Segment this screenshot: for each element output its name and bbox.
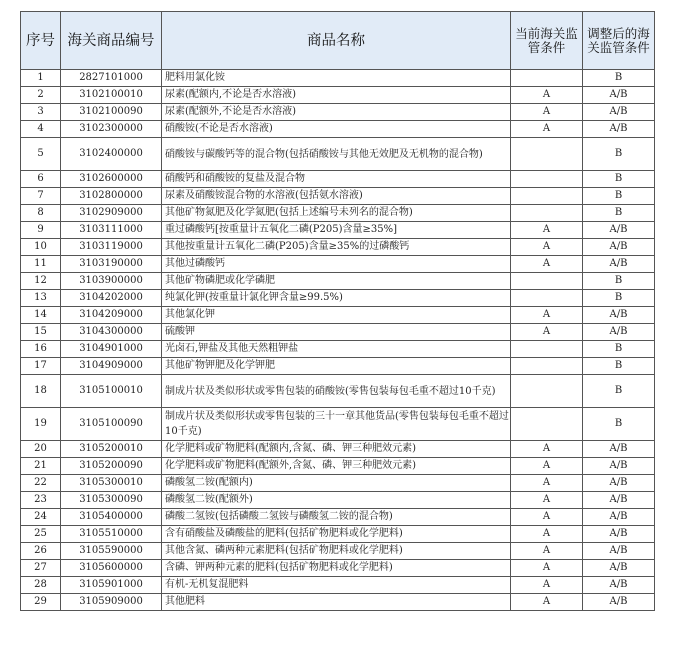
table-row bbox=[21, 441, 655, 458]
cell-code: 3102909000 bbox=[61, 205, 162, 222]
cell-adjusted: A/B bbox=[583, 509, 655, 526]
cell-adjusted: B bbox=[583, 273, 655, 290]
cell-adjusted: B bbox=[583, 358, 655, 375]
cell-seq: 29 bbox=[21, 594, 61, 611]
table-row bbox=[21, 358, 655, 375]
cell-adjusted: A/B bbox=[583, 324, 655, 341]
cell-name: 硝酸铵(不论是否水溶液) bbox=[162, 121, 511, 138]
table-row bbox=[21, 121, 655, 138]
cell-code: 3105510000 bbox=[61, 526, 162, 543]
cell-current bbox=[511, 358, 583, 375]
cell-seq: 28 bbox=[21, 577, 61, 594]
cell-code: 3105909000 bbox=[61, 594, 162, 611]
table-row bbox=[21, 341, 655, 358]
table-row bbox=[21, 560, 655, 577]
cell-name: 硝酸钙和硝酸铵的复盐及混合物 bbox=[162, 171, 511, 188]
cell-code: 3103111000 bbox=[61, 222, 162, 239]
cell-current bbox=[511, 290, 583, 307]
cell-seq: 22 bbox=[21, 475, 61, 492]
table-body bbox=[21, 70, 655, 611]
cell-seq: 8 bbox=[21, 205, 61, 222]
cell-adjusted: A/B bbox=[583, 458, 655, 475]
cell-name: 含磷、钾两种元素的肥料(包括矿物肥料或化学肥料) bbox=[162, 560, 511, 577]
cell-current bbox=[511, 205, 583, 222]
cell-current: A bbox=[511, 492, 583, 509]
cell-seq: 26 bbox=[21, 543, 61, 560]
cell-name: 其他矿物磷肥或化学磷肥 bbox=[162, 273, 511, 290]
cell-seq: 14 bbox=[21, 307, 61, 324]
cell-adjusted: A/B bbox=[583, 441, 655, 458]
table-row bbox=[21, 290, 655, 307]
cell-adjusted: A/B bbox=[583, 577, 655, 594]
cell-current bbox=[511, 171, 583, 188]
cell-adjusted: B bbox=[583, 375, 655, 408]
cell-seq: 16 bbox=[21, 341, 61, 358]
cell-name: 肥料用氯化铵 bbox=[162, 70, 511, 87]
cell-code: 3102800000 bbox=[61, 188, 162, 205]
table-row bbox=[21, 256, 655, 273]
cell-current: A bbox=[511, 104, 583, 121]
table-header-row bbox=[21, 12, 655, 70]
cell-code: 3102100090 bbox=[61, 104, 162, 121]
cell-code: 3105400000 bbox=[61, 509, 162, 526]
table-row bbox=[21, 408, 655, 441]
table-row bbox=[21, 273, 655, 290]
table-row bbox=[21, 138, 655, 171]
cell-current: A bbox=[511, 324, 583, 341]
cell-code: 3104300000 bbox=[61, 324, 162, 341]
cell-current: A bbox=[511, 256, 583, 273]
cell-current: A bbox=[511, 526, 583, 543]
cell-name: 含有硝酸盐及磷酸盐的肥料(包括矿物肥料或化学肥料) bbox=[162, 526, 511, 543]
cell-adjusted: B bbox=[583, 408, 655, 441]
cell-adjusted: A/B bbox=[583, 543, 655, 560]
table-row bbox=[21, 87, 655, 104]
cell-seq: 5 bbox=[21, 138, 61, 171]
cell-code: 3104909000 bbox=[61, 358, 162, 375]
cell-adjusted: A/B bbox=[583, 222, 655, 239]
table-row bbox=[21, 577, 655, 594]
cell-seq: 20 bbox=[21, 441, 61, 458]
table-row bbox=[21, 171, 655, 188]
cell-seq: 11 bbox=[21, 256, 61, 273]
cell-seq: 27 bbox=[21, 560, 61, 577]
cell-name: 尿素(配额内,不论是否水溶液) bbox=[162, 87, 511, 104]
cell-name: 其他肥料 bbox=[162, 594, 511, 611]
cell-current: A bbox=[511, 121, 583, 138]
table-row bbox=[21, 307, 655, 324]
header-adjusted-condition: 调整后的海关监管条件 bbox=[583, 12, 655, 70]
cell-seq: 17 bbox=[21, 358, 61, 375]
cell-adjusted: A/B bbox=[583, 307, 655, 324]
cell-seq: 25 bbox=[21, 526, 61, 543]
cell-code: 3105300010 bbox=[61, 475, 162, 492]
table-row bbox=[21, 324, 655, 341]
table-row bbox=[21, 492, 655, 509]
header-code: 海关商品编号 bbox=[61, 12, 162, 70]
cell-current: A bbox=[511, 239, 583, 256]
cell-current: A bbox=[511, 441, 583, 458]
cell-code: 3105100090 bbox=[61, 408, 162, 441]
table-row bbox=[21, 526, 655, 543]
table-row bbox=[21, 458, 655, 475]
cell-adjusted: A/B bbox=[583, 560, 655, 577]
cell-current: A bbox=[511, 560, 583, 577]
cell-code: 3105200090 bbox=[61, 458, 162, 475]
cell-name: 光卤石,钾盐及其他天然粗钾盐 bbox=[162, 341, 511, 358]
cell-seq: 2 bbox=[21, 87, 61, 104]
cell-name: 其他矿物钾肥及化学钾肥 bbox=[162, 358, 511, 375]
cell-seq: 1 bbox=[21, 70, 61, 87]
cell-adjusted: B bbox=[583, 188, 655, 205]
cell-name: 硫酸钾 bbox=[162, 324, 511, 341]
cell-seq: 19 bbox=[21, 408, 61, 441]
cell-name: 其他按重量计五氧化二磷(P205)含量≥35%的过磷酸钙 bbox=[162, 239, 511, 256]
cell-current: A bbox=[511, 509, 583, 526]
cell-current bbox=[511, 375, 583, 408]
cell-name: 磷酸氢二铵(配额内) bbox=[162, 475, 511, 492]
header-current-condition: 当前海关监管条件 bbox=[511, 12, 583, 70]
cell-adjusted: B bbox=[583, 205, 655, 222]
cell-name: 重过磷酸钙[按重量计五氧化二磷(P205)含量≥35%] bbox=[162, 222, 511, 239]
table-row bbox=[21, 70, 655, 87]
cell-seq: 12 bbox=[21, 273, 61, 290]
cell-name: 其他过磷酸钙 bbox=[162, 256, 511, 273]
cell-code: 3103900000 bbox=[61, 273, 162, 290]
table-row bbox=[21, 205, 655, 222]
table-row bbox=[21, 222, 655, 239]
cell-seq: 6 bbox=[21, 171, 61, 188]
cell-code: 3102600000 bbox=[61, 171, 162, 188]
cell-adjusted: B bbox=[583, 341, 655, 358]
table-row bbox=[21, 104, 655, 121]
cell-name: 尿素及硝酸铵混合物的水溶液(包括氨水溶液) bbox=[162, 188, 511, 205]
table-row bbox=[21, 188, 655, 205]
cell-current: A bbox=[511, 222, 583, 239]
cell-seq: 13 bbox=[21, 290, 61, 307]
cell-name: 化学肥料或矿物肥料(配额外,含氮、磷、钾三种肥效元素) bbox=[162, 458, 511, 475]
cell-code: 3103190000 bbox=[61, 256, 162, 273]
cell-current: A bbox=[511, 307, 583, 324]
cell-adjusted: A/B bbox=[583, 239, 655, 256]
cell-seq: 7 bbox=[21, 188, 61, 205]
cell-adjusted: A/B bbox=[583, 87, 655, 104]
cell-seq: 21 bbox=[21, 458, 61, 475]
cell-seq: 18 bbox=[21, 375, 61, 408]
cell-code: 2827101000 bbox=[61, 70, 162, 87]
cell-code: 3103119000 bbox=[61, 239, 162, 256]
cell-current bbox=[511, 341, 583, 358]
cell-adjusted: B bbox=[583, 70, 655, 87]
cell-adjusted: A/B bbox=[583, 492, 655, 509]
cell-code: 3105300090 bbox=[61, 492, 162, 509]
cell-name: 制成片状及类似形状或零售包装的硝酸铵(零售包装每包毛重不超过10千克) bbox=[162, 375, 511, 408]
cell-current: A bbox=[511, 577, 583, 594]
cell-seq: 15 bbox=[21, 324, 61, 341]
cell-code: 3105100010 bbox=[61, 375, 162, 408]
cell-code: 3104209000 bbox=[61, 307, 162, 324]
cell-adjusted: A/B bbox=[583, 526, 655, 543]
cell-name: 其他矿物氮肥及化学氮肥(包括上述编号未列名的混合物) bbox=[162, 205, 511, 222]
cell-seq: 3 bbox=[21, 104, 61, 121]
cell-current bbox=[511, 138, 583, 171]
cell-current bbox=[511, 188, 583, 205]
cell-code: 3102100010 bbox=[61, 87, 162, 104]
cell-adjusted: A/B bbox=[583, 104, 655, 121]
cell-current bbox=[511, 70, 583, 87]
cell-adjusted: A/B bbox=[583, 594, 655, 611]
cell-name: 有机-无机复混肥料 bbox=[162, 577, 511, 594]
cell-name: 纯氯化钾(按重量计氯化钾含量≥99.5%) bbox=[162, 290, 511, 307]
cell-code: 3102400000 bbox=[61, 138, 162, 171]
table-row bbox=[21, 475, 655, 492]
table-row bbox=[21, 594, 655, 611]
cell-name: 其他含氮、磷两种元素肥料(包括矿物肥料或化学肥料) bbox=[162, 543, 511, 560]
cell-current: A bbox=[511, 543, 583, 560]
cell-adjusted: B bbox=[583, 290, 655, 307]
cell-adjusted: A/B bbox=[583, 256, 655, 273]
cell-name: 制成片状及类似形状或零售包装的三十一章其他货品(零售包装每包毛重不超过10千克) bbox=[162, 408, 511, 441]
header-seq: 序号 bbox=[21, 12, 61, 70]
cell-code: 3105600000 bbox=[61, 560, 162, 577]
cell-name: 硝酸铵与碳酸钙等的混合物(包括硝酸铵与其他无效肥及无机物的混合物) bbox=[162, 138, 511, 171]
cell-adjusted: B bbox=[583, 138, 655, 171]
cell-code: 3105590000 bbox=[61, 543, 162, 560]
cell-current: A bbox=[511, 87, 583, 104]
cell-name: 尿素(配额外,不论是否水溶液) bbox=[162, 104, 511, 121]
cell-name: 磷酸氢二铵(配额外) bbox=[162, 492, 511, 509]
cell-adjusted: A/B bbox=[583, 121, 655, 138]
table-row bbox=[21, 239, 655, 256]
table-row bbox=[21, 543, 655, 560]
cell-name: 磷酸二氢铵(包括磷酸二氢铵与磷酸氢二铵的混合物) bbox=[162, 509, 511, 526]
table-row bbox=[21, 375, 655, 408]
cell-code: 3105200010 bbox=[61, 441, 162, 458]
cell-name: 化学肥料或矿物肥料(配额内,含氮、磷、钾三种肥效元素) bbox=[162, 441, 511, 458]
cell-adjusted: B bbox=[583, 171, 655, 188]
fertilizer-regulation-table bbox=[20, 11, 655, 611]
cell-code: 3104901000 bbox=[61, 341, 162, 358]
cell-seq: 23 bbox=[21, 492, 61, 509]
cell-seq: 9 bbox=[21, 222, 61, 239]
cell-seq: 4 bbox=[21, 121, 61, 138]
table-row bbox=[21, 509, 655, 526]
cell-current: A bbox=[511, 475, 583, 492]
cell-name: 其他氯化钾 bbox=[162, 307, 511, 324]
cell-seq: 10 bbox=[21, 239, 61, 256]
cell-current: A bbox=[511, 594, 583, 611]
cell-current: A bbox=[511, 458, 583, 475]
cell-current bbox=[511, 273, 583, 290]
cell-current bbox=[511, 408, 583, 441]
cell-code: 3102300000 bbox=[61, 121, 162, 138]
cell-code: 3104202000 bbox=[61, 290, 162, 307]
cell-adjusted: A/B bbox=[583, 475, 655, 492]
cell-seq: 24 bbox=[21, 509, 61, 526]
header-name: 商品名称 bbox=[162, 12, 511, 70]
cell-code: 3105901000 bbox=[61, 577, 162, 594]
